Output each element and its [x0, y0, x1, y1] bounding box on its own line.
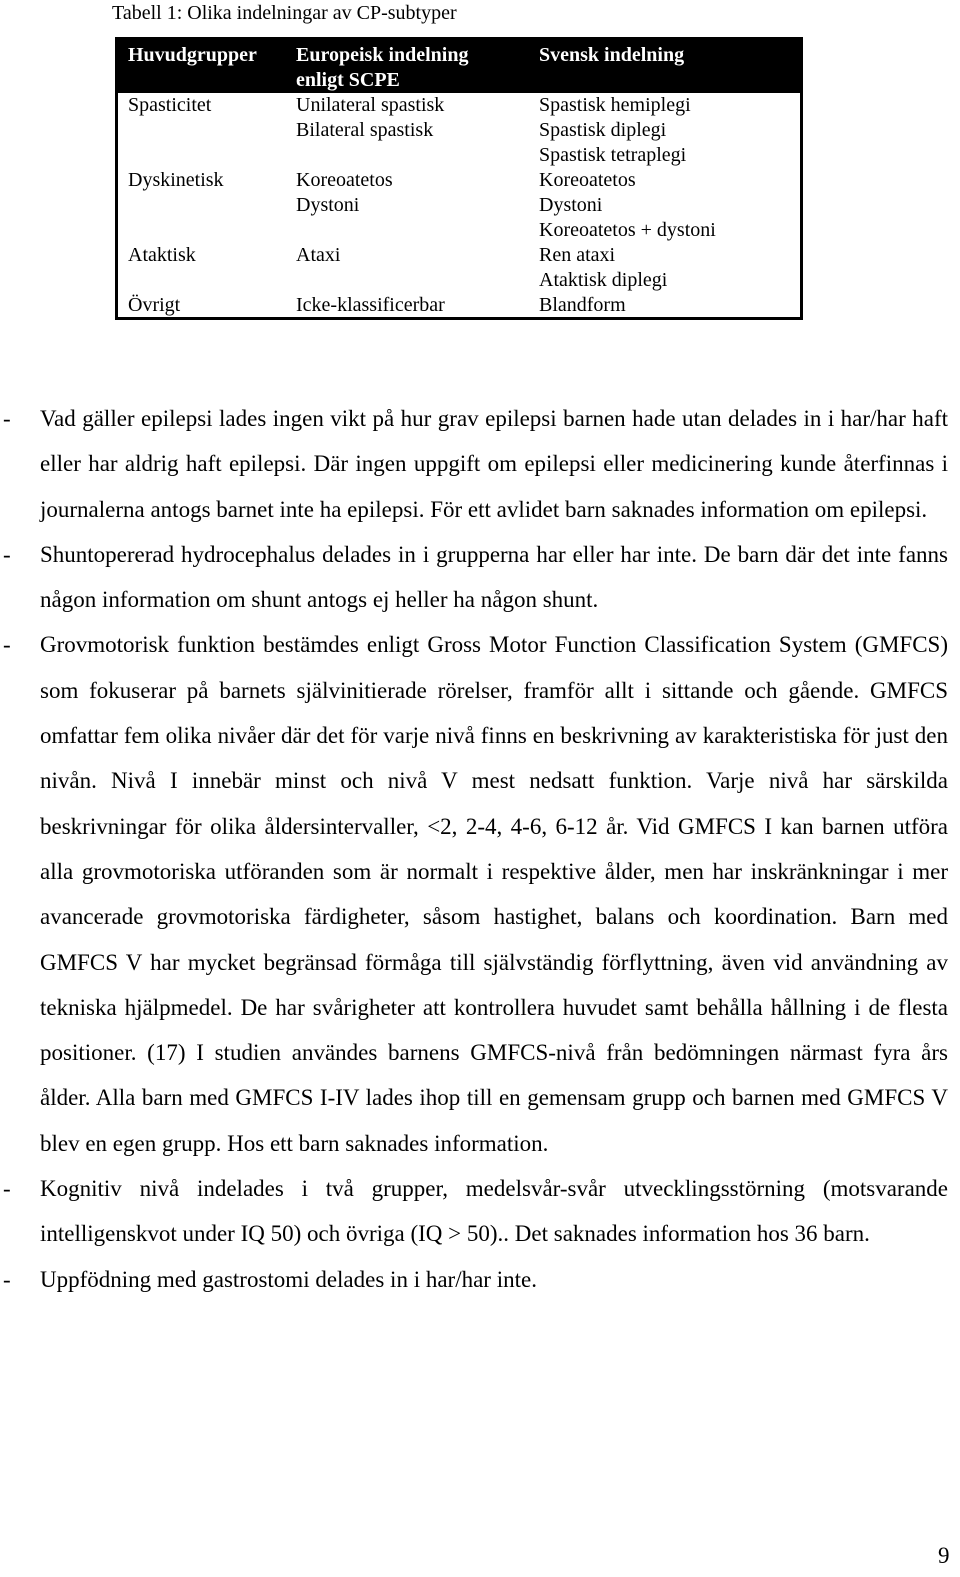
table-row: [118, 118, 800, 143]
cell-huvudgrupp: Spasticitet: [128, 94, 212, 116]
cell-europeisk: Icke-klassificerbar: [296, 294, 445, 316]
cell-svensk: Ren ataxi: [539, 244, 616, 266]
cp-subtype-table: [115, 37, 803, 320]
cell-svensk: Blandform: [539, 294, 626, 316]
header-europeisk-line1: Europeisk indelning: [296, 44, 469, 66]
list-item: [0, 396, 960, 532]
list-item: [0, 532, 960, 623]
bullet-text: Vad gäller epilepsi lades ingen vikt på hur grav epilepsi barnen hade utan delades in i har/har haft eller har aldrig haft epilepsi. Där ingen uppgift om epilepsi eller medicinering kunde återfinnas i journalerna antogs barnet inte ha epilepsi. För ett avlidet barn saknades information om epilepsi.: [40, 406, 948, 522]
header-europeisk-line2: enligt SCPE: [296, 69, 400, 91]
table-row: [118, 143, 800, 168]
cell-svensk: Koreoatetos: [539, 169, 636, 191]
cell-svensk: Spastisk diplegi: [539, 119, 667, 141]
cell-svensk: Dystoni: [539, 194, 603, 216]
page-number: 9: [938, 1543, 950, 1568]
bullet-text: Kognitiv nivå indelades i två grupper, medelsvår-svår utvecklingsstörning (motsvarande intelligenskvot under IQ 50) och övriga (IQ > 50).. Det saknades information hos 36 barn.: [40, 1176, 948, 1247]
bullet-dash: -: [3, 632, 11, 658]
bullet-text: Grovmotorisk funktion bestämdes enligt Gross Motor Function Classification System (GMFCS) som fokuserar på barnets självinitierade rörelser, framför allt i sittande och gående. GMFCS omfattar fem olika nivåer där det för varje nivå finns en beskrivning av karakteristiska för just den nivån. Nivå I innebär minst och nivå V mest nedsatt funktion. Varje nivå har särskilda beskrivningar för olika åldersintervaller, <2, 2-4, 4-6, 6-12 år. Vid GMFCS I kan barnen utföra alla grovmotoriska utföranden som är normalt i respektive ålder, men har inskränkningar i mer avancerade grovmotoriska färdigheter, såsom hastighet, balans och koordination. Barn med GMFCS V har mycket begränsad förmåga till självständig förflyttning, även vid användning av tekniska hjälpmedel. De har svårigheter att kontrollera huvudet samt behålla hållning i de flesta positioner. (17) I studien användes barnens GMFCS-nivå från bedömningen närmast fyra års ålder. Alla barn med GMFCS I-IV lades ihop till en gemensam grupp och barnen med GMFCS V blev en egen grupp. Hos ett barn saknades information.: [40, 632, 948, 1156]
bullet-dash: -: [3, 541, 11, 567]
bullet-list: [0, 396, 960, 1302]
cell-huvudgrupp: Övrigt: [128, 294, 181, 316]
cell-europeisk: Ataxi: [296, 244, 341, 266]
table-row: [118, 293, 800, 318]
cell-europeisk: Unilateral spastisk: [296, 94, 445, 116]
cell-europeisk: Bilateral spastisk: [296, 119, 434, 141]
bullet-dash: -: [3, 1176, 11, 1202]
cell-europeisk: Koreoatetos: [296, 169, 393, 191]
cell-svensk: Ataktisk diplegi: [539, 269, 668, 291]
bullet-text: Uppfödning med gastrostomi delades in i har/har inte.: [40, 1266, 537, 1292]
table-row: [118, 243, 800, 268]
cell-huvudgrupp: Ataktisk: [128, 244, 196, 266]
header-europeisk-indelning: [296, 43, 468, 93]
cell-svensk: Spastisk tetraplegi: [539, 144, 687, 166]
list-item: [0, 1257, 960, 1302]
header-huvudgrupper: Huvudgrupper: [128, 44, 257, 66]
cell-europeisk: Dystoni: [296, 194, 360, 216]
list-item: [0, 1166, 960, 1257]
cell-huvudgrupp: Dyskinetisk: [128, 169, 224, 191]
table-header: [118, 40, 800, 93]
table-row: [118, 168, 800, 193]
table-row: [118, 93, 800, 118]
bullet-text: Shuntopererad hydrocephalus delades in i grupperna har eller har inte. De barn där det inte fanns någon information om shunt antogs ej heller ha någon shunt.: [40, 541, 948, 613]
table-caption: Tabell 1: Olika indelningar av CP-subtyper: [112, 2, 457, 24]
list-item: [0, 622, 960, 1166]
cell-svensk: Koreoatetos + dystoni: [539, 219, 716, 241]
header-svensk-indelning: Svensk indelning: [539, 44, 685, 66]
bullet-dash: -: [3, 406, 11, 431]
table-row: [118, 218, 800, 243]
bullet-dash: -: [3, 1266, 11, 1292]
cell-svensk: Spastisk hemiplegi: [539, 94, 691, 116]
table-row: [118, 193, 800, 218]
table-row: [118, 268, 800, 293]
